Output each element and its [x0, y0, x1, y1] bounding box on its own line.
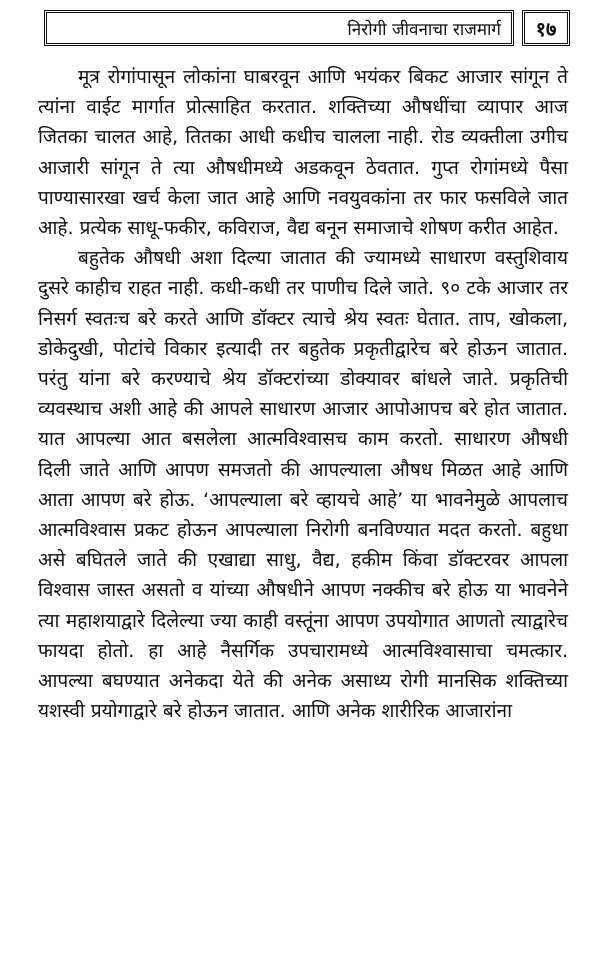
running-header	[44, 10, 514, 46]
page-number-box	[522, 10, 570, 46]
paragraph-2: बहुतेक औषधी अशा दिल्या जातात की ज्यामध्ये साधारण वस्तुशिवाय दुसरे काहीच राहत नाही. कधी-कधी तर पाणीच दिले जाते. ९० टके आजार तर निसर्ग स्वतःच बरे करते आणि डॉक्टर त्याचे श्रेय स्वतः घेतात. ताप, खोकला, डोकेदुखी, पोटांचे विकार इत्यादी तर बहुतेक प्रकृतीद्वारेच बरे होऊन जातात. परंतु यांना बरे करण्याचे श्रेय डॉक्टरांच्या डोक्यावर बांधले जाते. प्रकृतिची व्यवस्थाच अशी आहे की आपले साधारण आजार आपोआपच बरे होत जातात. यात आपल्या आत बसलेला आत्मविश्वासच काम करतो. साधारण औषधी दिली जाते आणि आपण समजतो की आपल्याला औषध मिळत आहे आणि आता आपण बरे होऊ. ‘आपल्याला बरे व्हायचे आहे’ या भावनेमुळे आपलाच आत्मविश्वास प्रकट होऊन आपल्याला निरोगी बनविण्यात मदत करतो. बहुधा असे बघितले जाते की एखाद्या साधु, वैद्य, हकीम किंवा डॉक्टरवर आपला विश्वास जास्त असतो व यांच्या औषधीने आपण नक्कीच बरे होऊ या भावनेने त्या महाशयाद्वारे दिलेल्या ज्या काही वस्तूंना आपण उपयोगात आणतो त्याद्वारेच फायदा होतो. हा आहे नैसर्गिक उपचारामध्ये आत्मविश्वासाचा चमत्कार. आपल्या बघण्यात अनेकदा येते की अनेक असाध्य रोगी मानसिक शक्तिच्या यशस्वी प्रयोगाद्वारे बरे होऊन जातात. आणि अनेक शारीरिक आजारांना	[38, 247, 568, 723]
page-number: १७	[535, 16, 557, 41]
body-text	[38, 62, 568, 726]
running-title: निरोगी जीवनाचा राजमार्ग	[347, 19, 501, 40]
paragraph-1: मूत्र रोगांपासून लोकांना घाबरवून आणि भयंकर बिकट आजार सांगून ते त्यांना वाईट मार्गात प्रोत्साहित करतात. शक्तिच्या औषधींचा व्यापार आज जितका चालत आहे, तितका आधी कधीच चालला नाही. रोड व्यक्तीला उगीच आजारी सांगून ते त्या औषधीमध्ये अडकवून ठेवतात. गुप्त रोगांमध्ये पैसा पाण्यासारखा खर्च केला जात आहे आणि नवयुवकांना तर फार फसविले जात आहे. प्रत्येक साधू-फकीर, कविराज, वैद्य बनून समाजाचे शोषण करीत आहेत.	[38, 66, 568, 240]
